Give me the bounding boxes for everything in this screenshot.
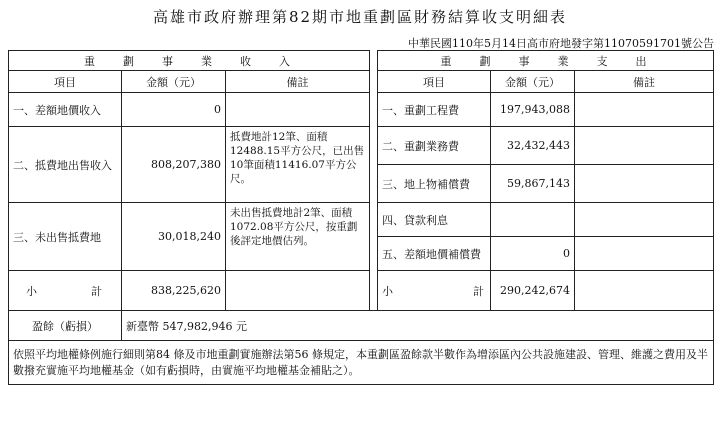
expense-amount: 197,943,088	[491, 93, 575, 127]
expense-amount: 59,867,143	[491, 165, 575, 203]
income-amount: 808,207,380	[122, 127, 226, 203]
expense-note-header: 備註	[575, 71, 714, 93]
income-section-title: 重劃事業收入	[9, 51, 370, 71]
expense-note	[575, 127, 714, 165]
income-item-header: 項目	[9, 71, 122, 93]
income-note: 抵費地計12筆、面積12488.15平方公尺，已出售10筆面積11416.07平方公尺。	[226, 127, 370, 203]
income-item: 三、未出售抵費地	[9, 203, 122, 271]
surplus-label: 盈餘（虧損）	[9, 311, 122, 341]
income-amount: 0	[122, 93, 226, 127]
expense-item: 一、重劃工程費	[378, 93, 491, 127]
expense-amount	[491, 203, 575, 237]
income-subtotal-label: 小 計	[9, 271, 122, 311]
income-amount: 30,018,240	[122, 203, 226, 271]
income-item: 一、差額地價收入	[9, 93, 122, 127]
document-title: 高雄市政府辦理第82期市地重劃區財務結算收支明細表	[152, 8, 568, 26]
expense-note	[575, 165, 714, 203]
expense-amount: 32,432,443	[491, 127, 575, 165]
expense-subtotal-value: 290,242,674	[491, 271, 575, 311]
expense-item: 二、重劃業務費	[378, 127, 491, 165]
financial-statement-table	[8, 50, 714, 385]
income-item: 二、抵費地出售收入	[9, 127, 122, 203]
expense-amount-header: 金額（元）	[491, 71, 575, 93]
surplus-value: 新臺幣 547,982,946 元	[122, 311, 714, 341]
expense-subtotal-label: 小 計	[378, 271, 491, 311]
income-note: 未出售抵費地計2筆、面積1072.08平方公尺，按重劃後評定地價估列。	[226, 203, 370, 271]
footnote: 依照平均地權條例施行細則第84 條及市地重劃實施辦法第56 條規定，本重劃區盈餘款半數作為增添區內公共設施建設、管理、維護之費用及半數撥充實施平均地權基金（如有虧損時，由實施平均地權基金補貼之）。	[9, 341, 714, 385]
income-note-header: 備註	[226, 71, 370, 93]
expense-item: 三、地上物補償費	[378, 165, 491, 203]
expense-item: 五、差額地價補償費	[378, 237, 491, 271]
expense-note	[575, 203, 714, 237]
expense-note	[575, 237, 714, 271]
expense-item: 四、貸款利息	[378, 203, 491, 237]
income-amount-header: 金額（元）	[122, 71, 226, 93]
announcement-reference: 中華民國110年5月14日高市府地發字第11070591701號公告	[408, 37, 714, 50]
expense-item-header: 項目	[378, 71, 491, 93]
income-note	[226, 93, 370, 127]
income-subtotal-value: 838,225,620	[122, 271, 226, 311]
expense-note	[575, 93, 714, 127]
expense-amount: 0	[491, 237, 575, 271]
expense-section-title: 重劃事業支出	[378, 51, 714, 71]
